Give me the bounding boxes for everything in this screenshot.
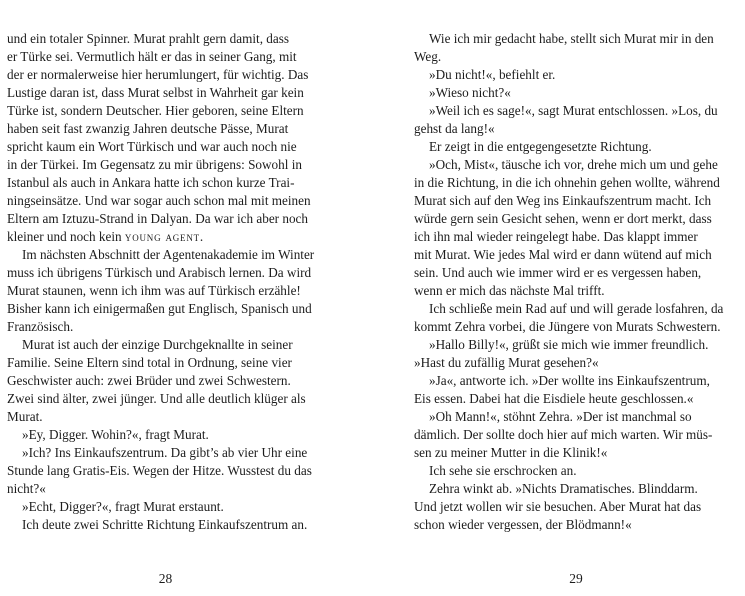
text-line: in die Richtung, in die ich ohnehin gehen wollte, während (414, 175, 720, 190)
text-line (7, 228, 324, 246)
text-line: »Du nicht!«, befiehlt er. (429, 67, 556, 82)
text-line: Lustige daran ist, dass Murat selbst in Wahrheit gar kein (7, 85, 304, 100)
text-line: Zehra winkt ab. »Nichts Dramatisches. Blinddarm. (429, 481, 698, 496)
text-line: Familie. Seine Eltern sind total in Ordnung, seine vier (7, 355, 292, 370)
text-run: . (199, 229, 204, 244)
text-line: »Hallo Billy!«, grüßt sie mich wie immer freundlich. (429, 337, 709, 352)
page-right-text-block (414, 30, 738, 534)
text-line: Bisher kann ich einigermaßen gut Englisch, Spanisch und (7, 301, 312, 316)
page-right (414, 30, 738, 586)
text-line: und ein totaler Spinner. Murat prahlt gern damit, dass (7, 31, 290, 46)
text-line: spricht kaum ein Wort Türkisch und war auch noch nie (7, 139, 297, 154)
text-line: Murat staunen, wenn ich ihm was auf Türkisch erzähle! (7, 283, 301, 298)
text-line: »Och, Mist«, täusche ich vor, drehe mich um und gehe (429, 157, 718, 172)
text-line: Und jetzt wollen wir sie besuchen. Aber Murat hat das (414, 499, 702, 514)
text-line: »Oh Mann!«, stöhnt Zehra. »Der ist manchmal so (429, 409, 692, 424)
text-line: wenn er mich das nächste Mal trifft. (414, 283, 605, 298)
text-line: »Weil ich es sage!«, sagt Murat entschlossen. »Los, du (429, 103, 718, 118)
text-line: Murat ist auch der einzige Durchgeknallte in seiner (22, 337, 293, 352)
text-line: »Ja«, antworte ich. »Der wollte ins Einkaufszentrum, (429, 373, 710, 388)
page-left-number: 28 (158, 571, 173, 586)
text-line: dämlich. Der sollte doch hier auf mich warten. Wir müs- (414, 427, 713, 442)
text-line: »Ich? Ins Einkaufszentrum. Da gibt’s ab vier Uhr eine (22, 445, 308, 460)
text-line: ich ihn mal wieder reingelegt habe. Das klappt immer (414, 229, 698, 244)
text-line: schon wieder vergessen, der Blödmann!« (414, 517, 632, 532)
page-left-text-block (7, 30, 324, 534)
text-line: er Türke sei. Vermutlich hält er das in seiner Gang, mit (7, 49, 297, 64)
text-line: Stunde lang Gratis-Eis. Wegen der Hitze. Wusstest du das (7, 463, 312, 478)
text-line: Er zeigt in die entgegengesetzte Richtung. (429, 139, 652, 154)
page-right-number: 29 (569, 571, 583, 586)
text-line: sen zu meiner Mutter in die Klinik!« (414, 445, 608, 460)
text-line: haben seit fast zwanzig Jahren deutsche Pässe, Murat (7, 121, 289, 136)
text-line: kommt Zehra vorbei, die Jüngere von Murats Schwestern. (414, 319, 721, 334)
text-line: Ich deute zwei Schritte Richtung Einkaufszentrum an. (22, 517, 308, 532)
text-line: »Hast du zufällig Murat gesehen?« (414, 355, 599, 370)
text-line: Im nächsten Abschnitt der Agentenakademie im Winter (22, 247, 315, 262)
text-line: würde gern sein Gesicht sehen, wenn er dort merkt, dass (414, 211, 712, 226)
small-caps-term: young agent (124, 229, 200, 244)
text-line: Zwei sind älter, zwei jünger. Und alle deutlich klüger als (7, 391, 306, 406)
text-line: ningseinsätze. Und war sogar auch schon mal mit meinen (7, 193, 311, 208)
text-line: »Ey, Digger. Wohin?«, fragt Murat. (22, 427, 209, 442)
text-line: Wie ich mir gedacht habe, stellt sich Murat mir in den (429, 31, 714, 46)
text-line: gehst da lang!« (414, 121, 495, 136)
text-line: Eis essen. Dabei hat die Eisdiele heute geschlossen.« (414, 391, 694, 406)
text-line: Murat sich auf den Weg ins Einkaufszentrum macht. Ich (414, 193, 712, 208)
text-line: Ich schließe mein Rad auf und will gerade losfahren, da (429, 301, 724, 316)
text-line: Istanbul als auch in Ankara hatte ich schon kurze Trai- (7, 175, 295, 190)
text-line: sein. Und auch wie immer wird er es vergessen haben, (414, 265, 702, 280)
text-line: nicht?« (7, 481, 46, 496)
text-line: Murat. (7, 409, 43, 424)
text-line: in der Türkei. Im Gegensatz zu mir übrigens: Sowohl in (7, 157, 302, 172)
text-run: kleiner und noch kein (7, 229, 125, 244)
text-line: »Echt, Digger?«, fragt Murat erstaunt. (22, 499, 224, 514)
text-line: »Wieso nicht?« (429, 85, 511, 100)
text-line: Türke ist, sondern Deutscher. Hier geboren, seine Eltern (7, 103, 304, 118)
text-line: Ich sehe sie erschrocken an. (429, 463, 577, 478)
page-left (7, 30, 324, 586)
text-line: Geschwister auch: zwei Brüder und zwei Schwestern. (7, 373, 291, 388)
text-line: Weg. (414, 49, 442, 64)
text-line: der er normalerweise hier herumlungert, für wichtig. Das (7, 67, 309, 82)
text-line: Eltern am Iztuzu-Strand in Dalyan. Da war ich aber noch (7, 211, 308, 226)
text-line: Französisch. (7, 319, 74, 334)
text-line: muss ich übrigens Türkisch und Arabisch lernen. Da wird (7, 265, 312, 280)
text-line: mit Murat. Wie jedes Mal wird er dann wütend auf mich (414, 247, 712, 262)
